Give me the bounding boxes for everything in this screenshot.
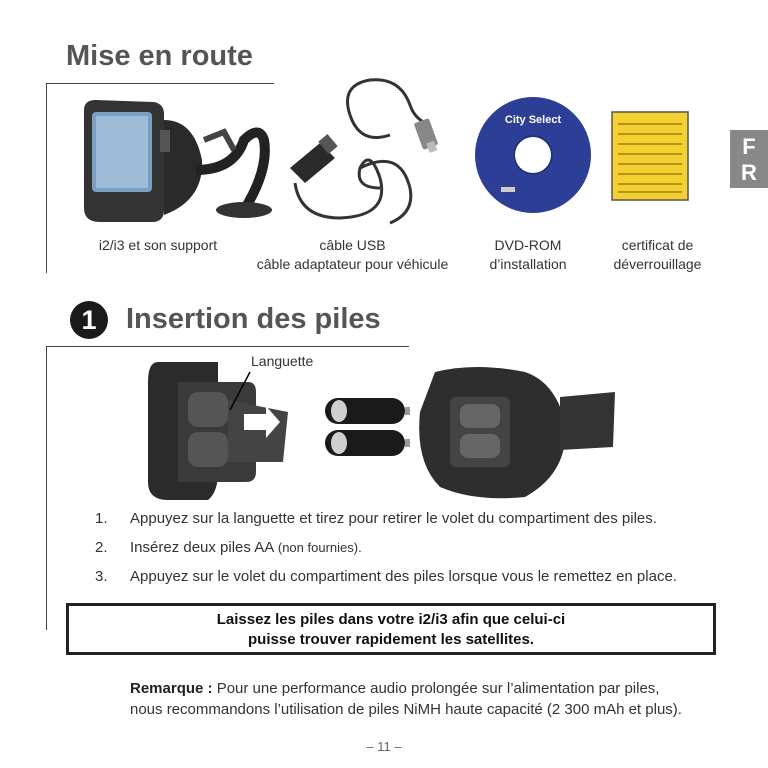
caption-dvd-line1: DVD-ROM: [494, 237, 562, 253]
device-battery-compartment-image: [148, 352, 298, 502]
step-1-text: Appuyez sur la languette et tirez pour retirer le volet du compartiment des piles.: [130, 510, 657, 527]
tab-callout-label: Languette: [251, 353, 314, 369]
caption-certificate-line2: déverrouillage: [613, 256, 702, 272]
gps-device-with-mount-image: [84, 100, 274, 225]
remark-label: Remarque :: [130, 680, 213, 697]
step-3-text: Appuyez sur le volet du compartiment des piles lorsque vous le remettez en place.: [130, 568, 677, 585]
notice-line2: puisse trouver rapidement les satellites.: [248, 631, 534, 648]
remark-text: Pour une performance audio prolongée sur l’alimentation par piles,: [212, 680, 660, 697]
step-2-note: (non fournies).: [274, 540, 362, 555]
caption-dvd: [478, 236, 578, 274]
notice-line1: Laissez les piles dans votre i2/i3 afin que celui-ci: [216, 611, 566, 628]
language-tab-letter-1: F: [742, 134, 756, 159]
caption-cables: [250, 236, 455, 274]
step-3-number: 3.: [95, 568, 108, 585]
car-adapter-cable-image: [280, 128, 420, 228]
remark-paragraph: [130, 678, 682, 720]
step-2-number: 2.: [95, 539, 108, 556]
section1-rule-top: [46, 83, 274, 84]
device-with-cover-image: [415, 362, 620, 502]
step-1-number: 1.: [95, 510, 108, 527]
dvd-rom-image: [473, 95, 593, 215]
section-title-mise-en-route: Mise en route: [66, 40, 253, 72]
unlock-certificate-image: [612, 112, 692, 202]
language-tab-fr: [730, 130, 768, 188]
caption-certificate-line1: certificat de: [621, 237, 694, 253]
language-tab-letter-2: R: [741, 160, 757, 185]
section1-rule-left: [46, 83, 47, 273]
caption-cables-line1: câble USB: [319, 237, 386, 253]
caption-cables-line2: câble adaptateur pour véhicule: [256, 256, 449, 272]
caption-device: [88, 236, 228, 255]
step-2: [95, 539, 362, 556]
notice-box: [66, 603, 716, 655]
step-2-text: Insérez deux piles AA: [130, 539, 275, 556]
page-number: – 11 –: [366, 739, 402, 754]
caption-certificate: [605, 236, 710, 274]
section2-rule-left: [46, 346, 47, 630]
remark-text-line2: nous recommandons l’utilisation de piles NiMH haute capacité (2 300 mAh et plus).: [130, 701, 682, 718]
section2-rule-top: [46, 346, 409, 347]
aa-batteries-image: [323, 398, 413, 458]
step-1: [95, 510, 657, 527]
step-3: [95, 568, 677, 585]
step-number-badge: 1: [70, 301, 108, 339]
section-title-insertion-piles: Insertion des piles: [126, 303, 381, 335]
dvd-label: City Select: [504, 114, 562, 126]
caption-dvd-line2: d’installation: [489, 256, 567, 272]
caption-device-line1: i2/i3 et son support: [98, 237, 218, 253]
